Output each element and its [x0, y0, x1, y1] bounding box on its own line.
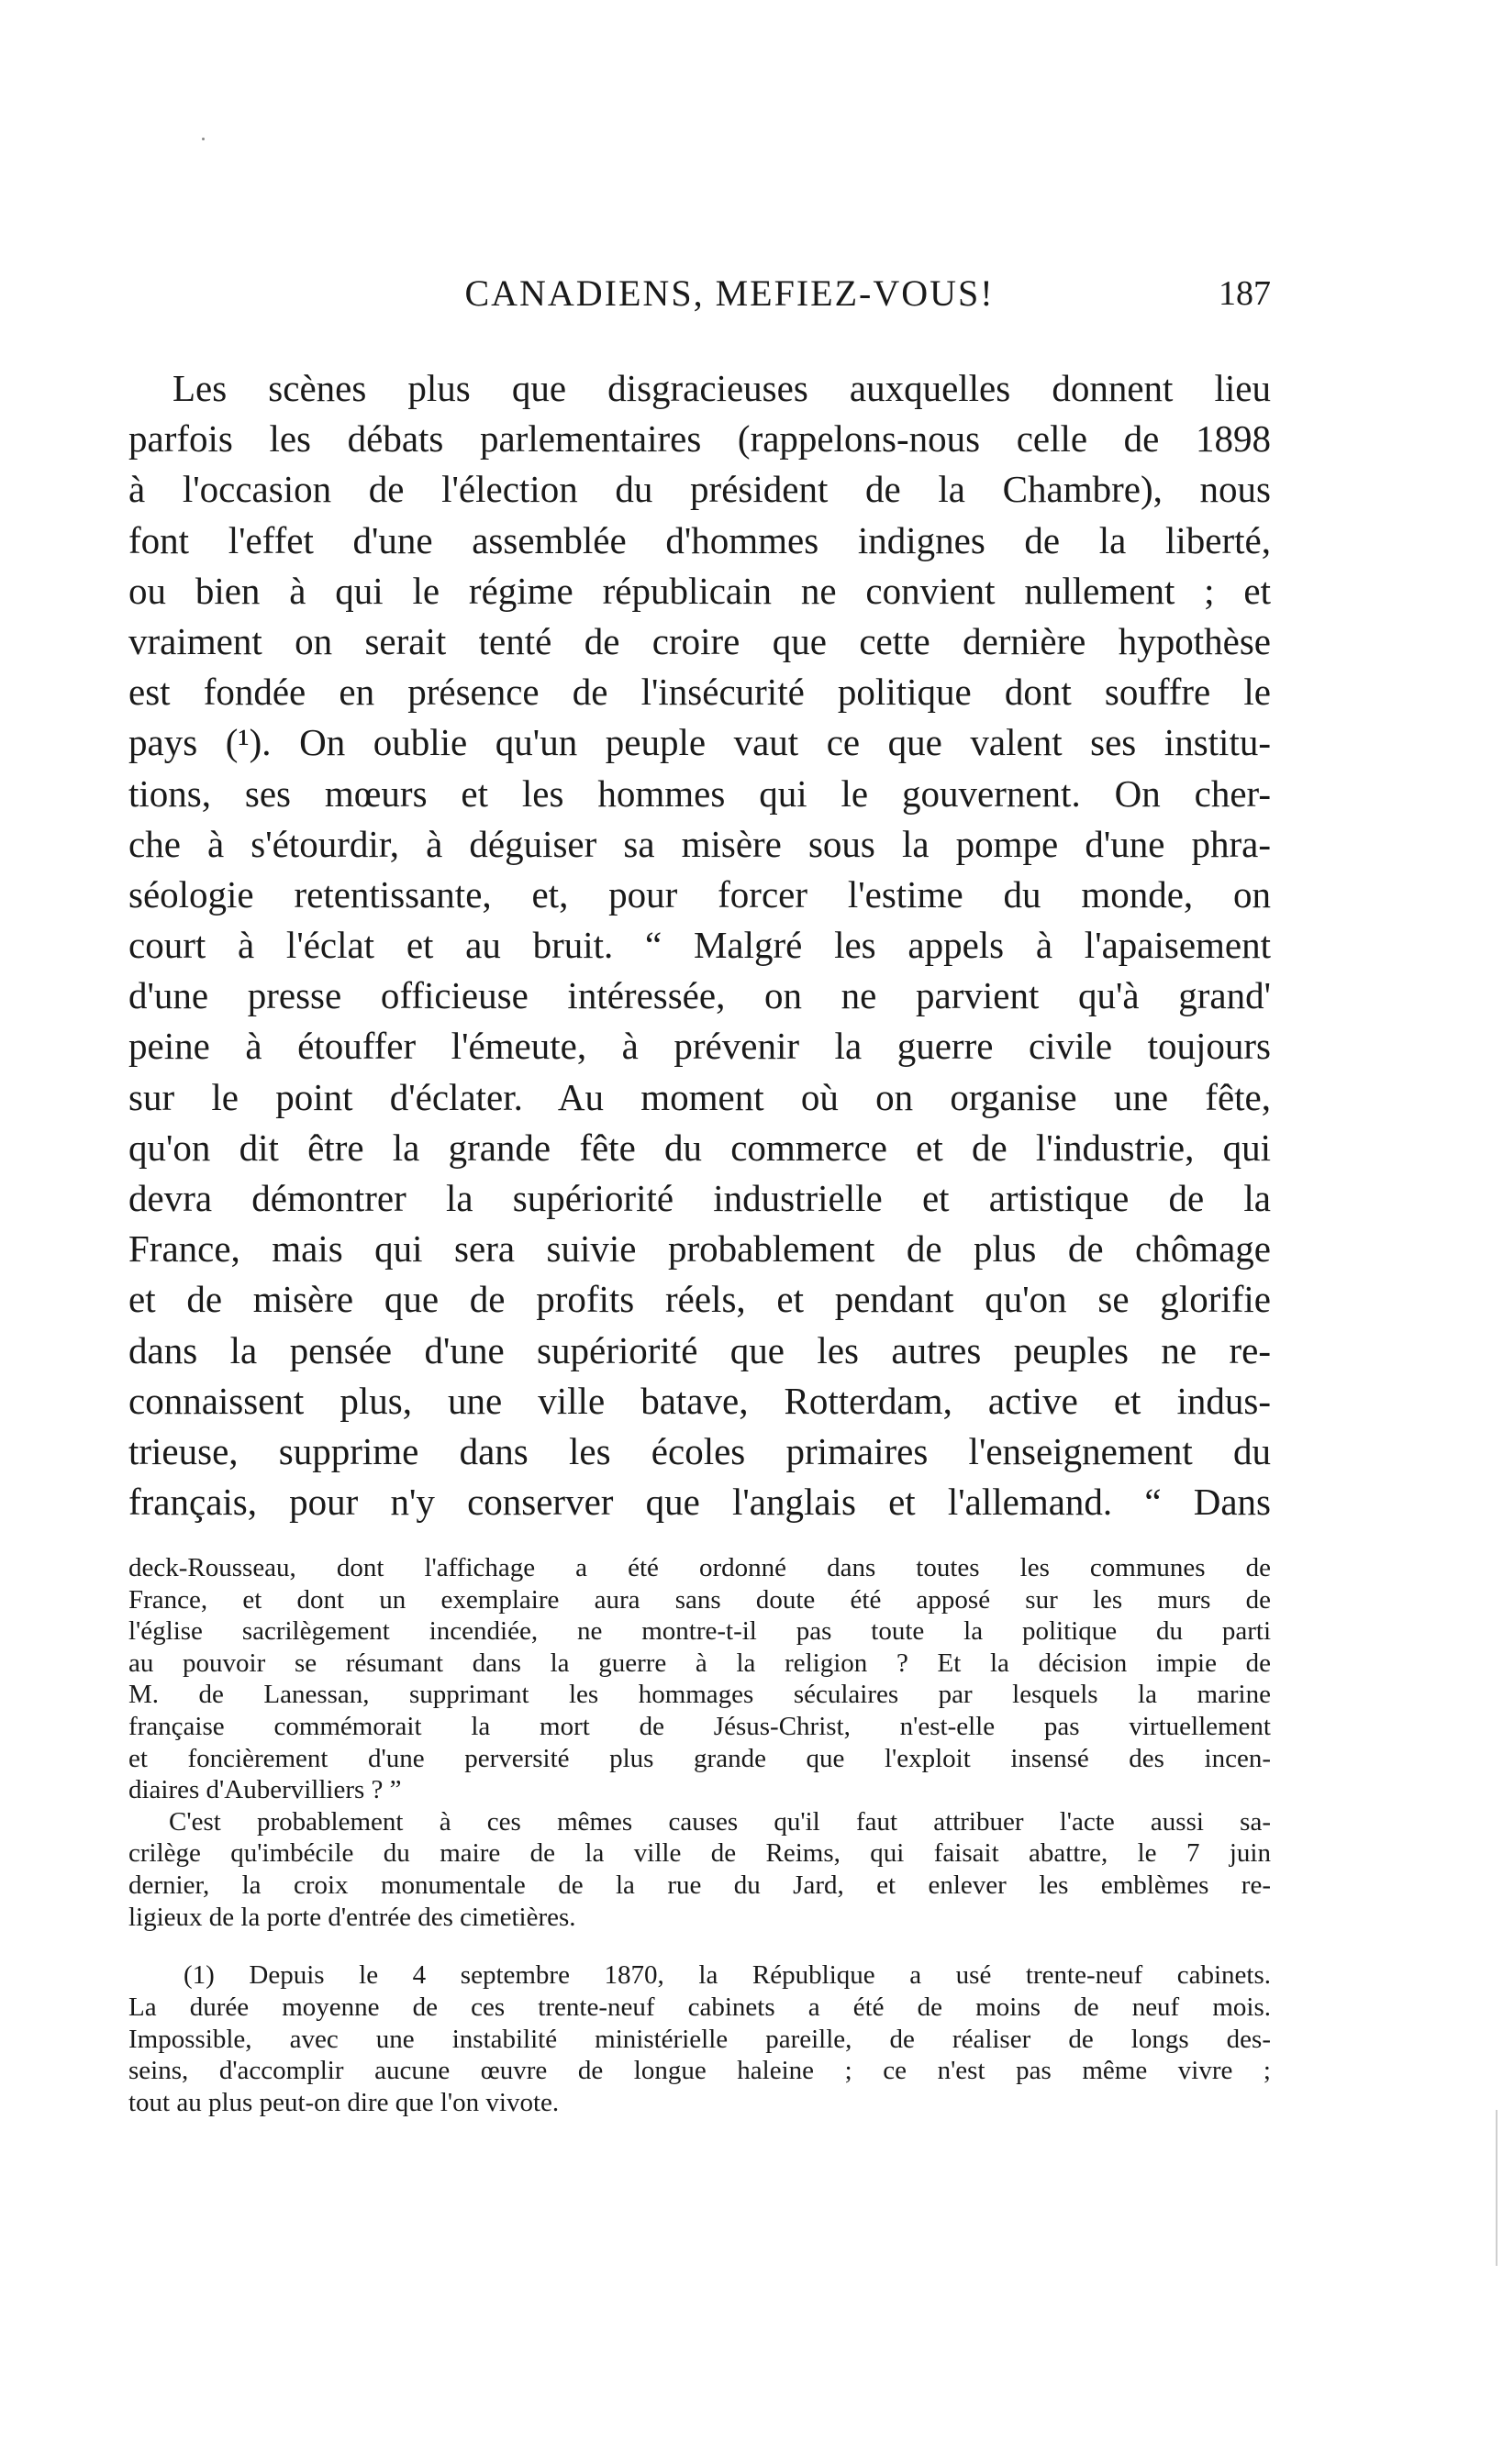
text-line: pays (¹). On oublie qu'un peuple vaut ce que valent ses institu- [128, 721, 1271, 764]
footnote-line: (1) Depuis le 4 septembre 1870, la République a usé trente-neuf cabinets. [184, 1960, 1271, 1990]
footnote [128, 1959, 1271, 2119]
text-line: che à s'étourdir, à déguiser sa misère sous la pompe d'une phra- [128, 822, 1271, 865]
text-line: font l'effet d'une assemblée d'hommes indignes de la liberté, [128, 518, 1271, 561]
text-line: est fondée en présence de l'insécurité politique dont souffre le [128, 671, 1271, 714]
continued-note [128, 1552, 1271, 1933]
note-line: M. de Lanessan, supprimant les hommages séculaires par lesquels la marine [128, 1680, 1271, 1710]
text-line: vraiment on serait tenté de croire que cette dernière hypothèse [128, 619, 1271, 662]
text-line: ou bien à qui le régime républicain ne convient nullement ; et [128, 569, 1271, 612]
main-text [128, 363, 1271, 1527]
note-line: crilège qu'imbécile du maire de la ville de Reims, qui faisait abattre, le 7 juin [128, 1838, 1271, 1869]
text-line: trieuse, supprime dans les écoles primaires l'enseignement du [128, 1429, 1271, 1472]
note-line: ligieux de la porte d'entrée des cimetières. [128, 1902, 576, 1932]
note-line: diaires d'Aubervilliers ? ” [128, 1775, 402, 1805]
note-line: C'est probablement à ces mêmes causes qu'il faut attribuer l'acte aussi sa- [169, 1806, 1271, 1837]
page-number: 187 [1219, 274, 1271, 313]
text-line: devra démontrer la supériorité industrielle et artistique de la [128, 1177, 1271, 1219]
text-line: qu'on dit être la grande fête du commerce et de l'industrie, qui [128, 1126, 1271, 1169]
note-line: et foncièrement d'une perversité plus grande que l'exploit insensé des incen- [128, 1743, 1271, 1773]
footnote-line: La durée moyenne de ces trente-neuf cabinets a été de moins de neuf mois. [128, 1992, 1271, 2022]
text-line: dans la pensée d'une supériorité que les autres peuples ne re- [128, 1328, 1271, 1371]
footnote-line: Impossible, avec une instabilité ministérielle pareille, de réaliser de longs des- [128, 2024, 1271, 2054]
footnote-line: seins, d'accomplir aucune œuvre de longue haleine ; ce n'est pas même vivre ; [128, 2056, 1271, 2086]
text-line: sur le point d'éclater. Au moment où on organise une fête, [128, 1075, 1271, 1118]
text-line: tions, ses mœurs et les hommes qui le gouvernent. On cher- [128, 771, 1271, 815]
stray-ink-mark [202, 138, 205, 140]
text-line: France, mais qui sera suivie probablement de plus de chômage [128, 1227, 1271, 1271]
text-line: et de misère que de profits réels, et pendant qu'on se glorifie [128, 1278, 1271, 1321]
note-line: France, et dont un exemplaire aura sans doute été apposé sur les murs de [128, 1584, 1271, 1615]
text-line: d'une presse officieuse intéressée, on ne parvient qu'à grand' [128, 974, 1271, 1017]
page-header [188, 266, 1271, 321]
text-line: Les scènes plus que disgracieuses auxquelles donnent lieu [173, 367, 1271, 409]
note-line: au pouvoir se résumant dans la guerre à la religion ? Et la décision impie de [128, 1648, 1271, 1678]
text-line: court à l'éclat et au bruit. “ Malgré les appels à l'apaisement [128, 924, 1271, 967]
text-line: séologie retentissante, et, pour forcer l'estime du monde, on [128, 872, 1271, 916]
note-line: dernier, la croix monumentale de la rue du Jard, et enlever les emblèmes re- [128, 1870, 1271, 1900]
text-line: français, pour n'y conserver que l'anglais et l'allemand. “ Dans [128, 1481, 1271, 1524]
text-line: connaissent plus, une ville batave, Rotterdam, active et indus- [128, 1379, 1271, 1422]
text-line: à l'occasion de l'élection du président de la Chambre), nous [128, 468, 1271, 511]
note-line: française commémorait la mort de Jésus-Christ, n'est-elle pas virtuellement [128, 1711, 1271, 1741]
text-line: parfois les débats parlementaires (rappelons-nous celle de 1898 [128, 417, 1271, 461]
text-line: peine à étouffer l'émeute, à prévenir la guerre civile toujours [128, 1025, 1271, 1068]
running-head: CANADIENS, MEFIEZ-VOUS! [464, 272, 995, 314]
footnote-line: tout au plus peut-on dire que l'on vivote. [128, 2088, 560, 2118]
scan-edge-mark [1496, 2110, 1497, 2266]
note-line: deck-Rousseau, dont l'affichage a été ordonné dans toutes les communes de [128, 1553, 1271, 1582]
note-line: l'église sacrilègement incendiée, ne montre-t-il pas toute la politique du parti [128, 1616, 1271, 1647]
